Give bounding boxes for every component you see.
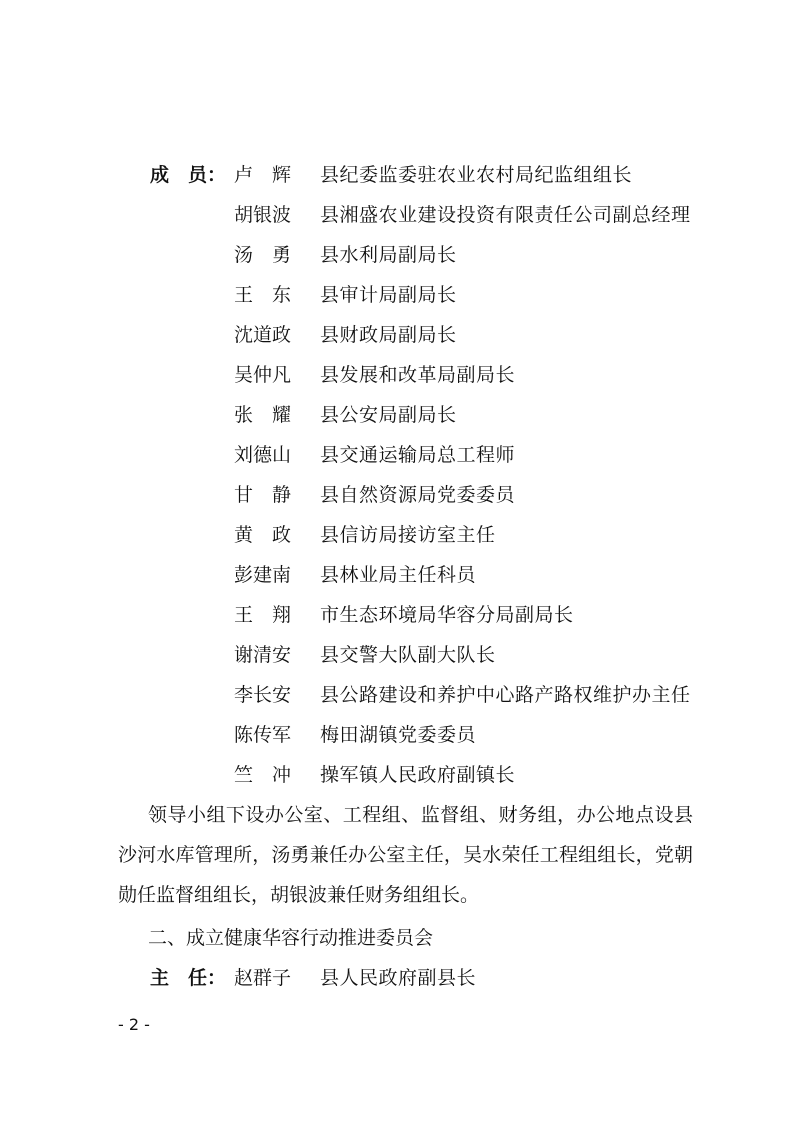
member-name: 张 耀 (234, 404, 292, 426)
director-name: 赵群子 (234, 967, 292, 989)
member-title: 县财政局副局长 (320, 324, 457, 346)
member-row (0, 195, 793, 235)
member-title: 县水利局副局长 (320, 244, 457, 266)
member-row (0, 155, 793, 195)
office-paragraph: 领导小组下设办公室、工程组、监督组、财务组，办公地点设县沙河水库管理所，汤勇兼任办公室主任，吴水荣任工程组组长，党朝勋任监督组组长，胡银波兼任财务组组长。 (118, 804, 693, 906)
member-row (0, 595, 793, 635)
member-title: 县林业局主任科员 (320, 564, 477, 586)
member-title: 县纪委监委驻农业农村局纪监组组长 (320, 164, 633, 186)
member-row (0, 395, 793, 435)
member-name: 竺 冲 (234, 764, 292, 786)
member-name: 李长安 (234, 684, 292, 706)
member-name: 谢清安 (234, 644, 292, 666)
member-title: 市生态环境局华容分局副局长 (320, 604, 574, 626)
director-title: 县人民政府副县长 (320, 967, 477, 989)
member-title: 县信访局接访室主任 (320, 524, 496, 546)
director-row (0, 958, 793, 998)
member-row (0, 235, 793, 275)
member-name: 陈传军 (234, 724, 292, 746)
member-title: 县交通运输局总工程师 (320, 444, 516, 466)
member-title: 操军镇人民政府副镇长 (320, 764, 516, 786)
member-row (0, 475, 793, 515)
member-name: 刘德山 (234, 444, 292, 466)
member-row (0, 435, 793, 475)
member-name: 王 翔 (234, 604, 292, 626)
member-title: 县发展和改革局副局长 (320, 364, 516, 386)
director-label: 主 任： (150, 967, 227, 989)
member-name: 彭建南 (234, 564, 292, 586)
member-name: 王 东 (234, 284, 292, 306)
member-title: 县公路建设和养护中心路产路权维护办主任 (320, 684, 691, 706)
member-row (0, 315, 793, 355)
member-row (0, 675, 793, 715)
member-row (0, 515, 793, 555)
member-row (0, 355, 793, 395)
members-label: 成 员： (150, 164, 227, 186)
member-title: 县交警大队副大队长 (320, 644, 496, 666)
section-heading: 二、成立健康华容行动推进委员会 (148, 927, 434, 949)
member-title: 县公安局副局长 (320, 404, 457, 426)
member-title: 梅田湖镇党委委员 (320, 724, 477, 746)
member-name: 沈道政 (234, 324, 292, 346)
member-title: 县自然资源局党委委员 (320, 484, 516, 506)
member-name: 甘 静 (234, 484, 292, 506)
member-row (0, 715, 793, 755)
member-title: 县湘盛农业建设投资有限责任公司副总经理 (320, 204, 691, 226)
member-name: 卢 辉 (234, 164, 292, 186)
member-row (0, 755, 793, 795)
member-name: 汤 勇 (234, 244, 292, 266)
member-name: 胡银波 (234, 204, 292, 226)
member-title: 县审计局副局长 (320, 284, 457, 306)
member-name: 黄 政 (234, 524, 292, 546)
member-row (0, 555, 793, 595)
member-row (0, 275, 793, 315)
member-list (0, 155, 793, 795)
member-name: 吴仲凡 (234, 364, 292, 386)
member-row (0, 635, 793, 675)
page-number: - 2 - (118, 1015, 150, 1034)
